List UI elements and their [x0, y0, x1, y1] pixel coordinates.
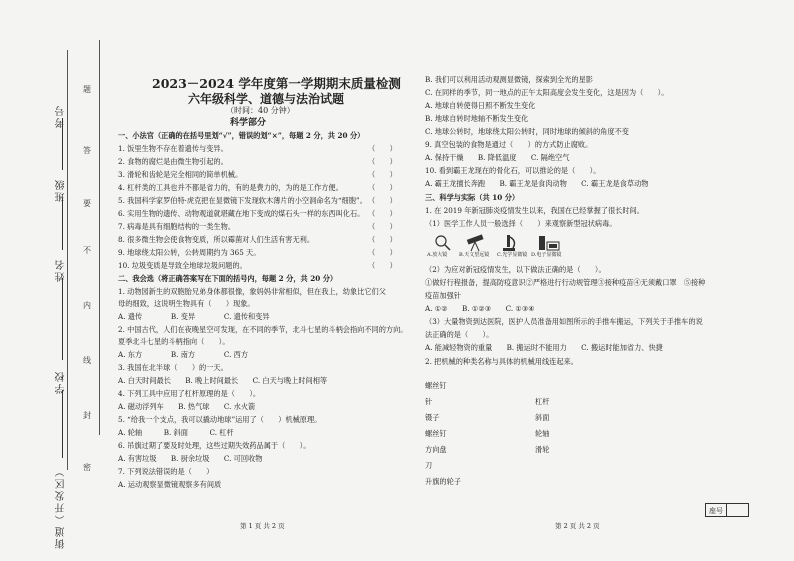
- question-line: A. 磁动浮列车 B. 热气球 C. 水火箭: [118, 402, 256, 411]
- part2-heading: 二、我会选（将正确答案写在下面的括号内，每题 2 分，共 20 分）: [118, 274, 338, 283]
- question-line: 1. 动物园新生的双胞胎兄弟身体都很像，象妈妈非常相似，但在我上，幼象比它们父: [118, 287, 386, 296]
- answer-paren[interactable]: （ ）: [368, 222, 397, 231]
- exam-title: 2023－2024 学年度第一学期期末质量检测: [152, 76, 401, 91]
- left-page: [110, 0, 408, 561]
- seal-char: 答: [83, 146, 91, 155]
- answer-paren[interactable]: （ ）: [368, 209, 397, 218]
- match-item-left: 刀: [425, 461, 433, 470]
- question-line: 1. 在 2019 年新冠肺炎疫情发生以来，我国在已经掌握了很长时间。: [425, 206, 644, 215]
- seal-char: 封: [83, 411, 91, 420]
- field-line: [62, 198, 63, 250]
- page-footer: 第 1 页 共 2 页: [240, 522, 285, 530]
- optical-microscope-icon: [503, 235, 515, 251]
- question-line: 2. 把机械的种类名称与具体的机械用线连起来。: [425, 357, 578, 366]
- icon-label: C.光学显微镜: [497, 252, 528, 258]
- question-line: A. 霸王龙擅长奔跑 B. 霸王龙是食肉动物 C. 霸王龙是食草动物: [425, 179, 649, 188]
- question-line: C. 在同样的季节，同一地点的正午太阳高度会发生变化，这是因为（ ）。: [425, 88, 669, 97]
- question-line: A. 运动观察显微镜观察多有间质: [118, 480, 222, 489]
- question-line: 2. 中国古代，人们在夜晚星空可发现，在不同的季节，北斗七星的斗柄会指向不同的方向。: [118, 325, 408, 334]
- answer-paren[interactable]: （ ）: [368, 196, 397, 205]
- seat-number-label: 座号: [709, 507, 723, 515]
- question-line: 法正确的是（ ）。: [425, 330, 494, 339]
- telescope-icon: [467, 234, 484, 251]
- magnifier-icon: [436, 236, 450, 250]
- match-item-left: 螺丝钉: [425, 381, 447, 390]
- seal-char: 要: [83, 199, 91, 208]
- question-line: A. 遗传 B. 变异 C. 遗传和变异: [118, 312, 270, 321]
- electron-microscope-icon: [539, 236, 559, 250]
- answer-paren[interactable]: （ ）: [368, 261, 397, 270]
- match-item-right: 轮轴: [535, 429, 550, 438]
- seal-char: 不: [83, 246, 91, 255]
- match-item-right: 滑轮: [535, 445, 550, 454]
- question-line: 3. 我国在北半球（ ）的一天。: [118, 363, 228, 372]
- field-name: 姓名: [56, 258, 67, 282]
- match-item-right: 斜面: [535, 413, 550, 422]
- question-line: （3）大量物资到达医院，医护人员准备用如图所示的手推车搬运，下列关于手推车的说: [425, 317, 703, 326]
- page-footer: 第 2 页 共 2 页: [555, 522, 600, 530]
- right-page: [425, 0, 765, 561]
- seal-char: 线: [83, 356, 91, 365]
- question: 9. 地球绕太阳公转，公转周期约为 365 天。: [118, 248, 261, 257]
- question-line: A. 能减轻物资的重量 B. 搬运时不能用力 C. 搬运时能加省力、快捷: [425, 343, 663, 352]
- binding-strip: [0, 0, 118, 561]
- section-title: 科学部分: [230, 118, 267, 128]
- exam-subtitle: 六年级科学、道德与法治试题: [188, 92, 345, 106]
- question-line: （2）为应对新冠疫情发生，以下做法正确的是（ ）。: [425, 265, 606, 274]
- seal-char: 密: [83, 463, 91, 472]
- field-line: [62, 390, 63, 458]
- question-line: A. ①② B. ①②③ C. ①③④: [425, 304, 535, 313]
- question-line: 9. 真空包装的食物是通过（ ）的方式防止腐败。: [425, 140, 593, 149]
- match-item-left: 方向盘: [425, 445, 447, 454]
- answer-paren[interactable]: （ ）: [368, 235, 397, 244]
- question: 10. 垃圾变质是导致全地球垃圾问题的。: [118, 261, 247, 270]
- question-line: B. 我们可以利用活动观测显微镜，探索到全光的星影: [425, 75, 593, 84]
- seal-line-outer: [99, 40, 100, 435]
- question: 7. 病毒是具有细胞结构的一类生物。: [118, 222, 235, 231]
- question: 4. 杠杆类的工具也并不都是省力的，有的是费力的，为的是工作方便。: [118, 183, 343, 192]
- question: 5. 我国科学家罗伯特·虎克把在显微镜下发现软木薄片的小空洞命名为“细胞”。: [118, 196, 367, 205]
- match-item-left: 针: [425, 397, 433, 406]
- answer-paren[interactable]: （ ）: [368, 183, 397, 192]
- exam-time: （时间：40 分钟）: [226, 106, 295, 115]
- question: 3. 滑轮和齿轮是完全相同的简单机械。: [118, 170, 243, 179]
- question-line: A. 保持干燥 B. 降低温度 C. 隔绝空气: [425, 153, 570, 162]
- answer-paren[interactable]: （ ）: [368, 157, 397, 166]
- question: 6. 实用生物的遗传、动物观道就堪藏在地下变成的煤石头一样的东西叫化石。: [118, 209, 365, 218]
- field-exam-number: 考号: [56, 104, 67, 128]
- answer-paren[interactable]: （ ）: [368, 170, 397, 179]
- part3-heading: 三、科学与实际（共 10 分）: [425, 193, 520, 202]
- question-line: C. 地球公转时，地球绕太阳公转时，同时地球的倾斜的角度不变: [425, 127, 629, 136]
- question-line: ①做好行程报备，提高防疫意识②严格进行行动规管理③接种疫苗④无须戴口罩 ⑤接种: [425, 278, 706, 287]
- match-item-right: 杠杆: [535, 397, 550, 406]
- question-line: 6. 吊旗过期了要及时处理，这些过期失效药品属于（ ）。: [118, 441, 311, 450]
- question-line: 10. 看到霸王龙现在的骨化石，可以推论的是（ ）。: [425, 166, 601, 175]
- icon-label: D.电子显微镜: [531, 252, 562, 258]
- field-line: [62, 118, 63, 170]
- question-line: B. 地球自转时地轴不断发生变化: [425, 114, 529, 123]
- seal-char: 题: [83, 85, 91, 94]
- field-school: 学校: [56, 370, 67, 394]
- question-line: 7. 下列说法错误的是（ ）: [118, 467, 214, 476]
- question: 2. 食物的腐烂是由微生物引起的。: [118, 157, 228, 166]
- seat-number-box[interactable]: [705, 503, 749, 517]
- part1-heading: 一、小法官（正确的在括号里划“√”，错误的划“×”，每题 2 分，共 20 分）: [118, 131, 365, 140]
- question-line: A. 轮轴 B. 斜面 C. 杠杆: [118, 428, 234, 437]
- answer-paren[interactable]: （ ）: [368, 144, 397, 153]
- icon-label: B.天文望远镜: [459, 252, 490, 258]
- question-line: （1）医学工作人员一般选择（ ）来观察新型冠状病毒。: [425, 219, 617, 228]
- question-line: 夏季北斗七星的斗柄指向（ ）。: [118, 337, 230, 346]
- question: 8. 很多微生物会使食物变质，所以霉菌对人们生活有害无利。: [118, 235, 315, 244]
- seat-box-divider: [726, 504, 727, 516]
- question-line: 疫苗加强针: [425, 291, 461, 300]
- question-line: 母的细致，这说明生物具有（ ）现象。: [118, 299, 255, 308]
- field-class: 班级: [56, 178, 67, 202]
- match-item-left: 镊子: [425, 413, 440, 422]
- question-line: A. 东方 B. 南方 C. 西方: [118, 350, 249, 359]
- question-line: A. 有害垃圾 B. 厨余垃圾 C. 可回收物: [118, 454, 263, 463]
- icon-label: A.放大镜: [427, 252, 448, 258]
- match-item-left: 螺丝钉: [425, 429, 447, 438]
- seal-char: 内: [83, 301, 91, 310]
- question-line: 5. “给我一个支点，我可以撬动地球”运用了（ ）机械原理。: [118, 415, 322, 424]
- question-line: A. 地球自转使得日照不断发生变化: [425, 101, 536, 110]
- question: 1. 饭里生物不存在着遗传与变异。: [118, 144, 228, 153]
- question-line: A. 白天时间最长 B. 晚上时间最长 C. 白天与晚上时间相等: [118, 376, 328, 385]
- question-line: 4. 下列工具中应用了杠杆原理的是（ ）。: [118, 389, 261, 398]
- answer-paren[interactable]: （ ）: [368, 248, 397, 257]
- field-line: [62, 278, 63, 360]
- field-district: 街道（开发区）: [56, 465, 67, 549]
- match-item-left: 升旗的轮子: [425, 477, 461, 486]
